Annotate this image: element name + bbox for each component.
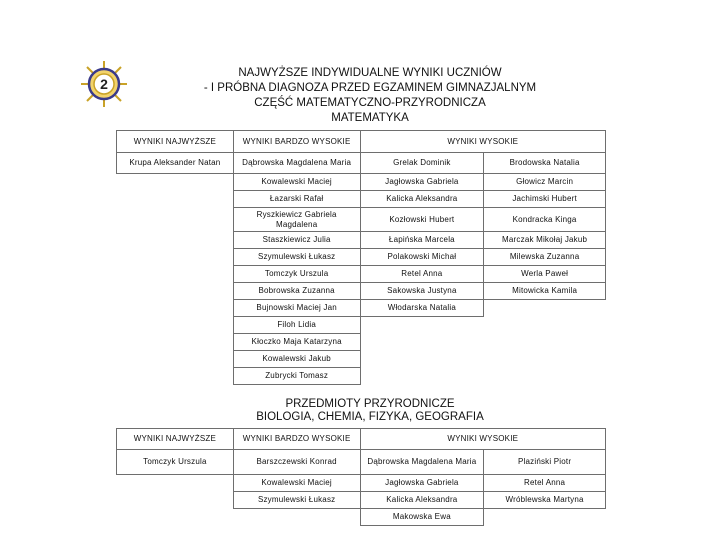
table-row	[117, 191, 606, 208]
table-cell: Kłoczko Maja Katarzyna	[233, 334, 360, 351]
table-cell: Retel Anna	[484, 475, 606, 492]
table-cell: Makowska Ewa	[360, 509, 484, 526]
table-cell: Tomczyk Urszula	[233, 266, 360, 283]
table-cell: Dąbrowska Magdalena Maria	[233, 153, 360, 174]
table-cell: Kondracka Kinga	[484, 208, 606, 232]
table-cell: Staszkiewicz Julia	[233, 232, 360, 249]
logo-number: 2	[100, 76, 108, 92]
table-row	[117, 249, 606, 266]
header-high: WYNIKI WYSOKIE	[360, 429, 605, 450]
table-row	[117, 475, 606, 492]
science-section-title	[190, 398, 550, 424]
title-line: NAJWYŻSZE INDYWIDUALNE WYNIKI UCZNIÓW	[238, 67, 502, 79]
title-line: CZĘŚĆ MATEMATYCZNO-PRZYRODNICZA	[254, 97, 486, 109]
table-header-row	[117, 131, 606, 153]
header-highest: WYNIKI NAJWYŻSZE	[117, 429, 234, 450]
table-cell: Jachimski Hubert	[484, 191, 606, 208]
title-line: MATEMATYKA	[331, 112, 409, 124]
title-line: - I PRÓBNA DIAGNOZA PRZED EGZAMINEM GIMNAZJALNYM	[203, 82, 537, 94]
table-row	[117, 450, 606, 475]
table-row	[117, 351, 606, 368]
table-cell: Bujnowski Maciej Jan	[233, 300, 360, 317]
header-very-high: WYNIKI BARDZO WYSOKIE	[233, 131, 360, 153]
header-highest: WYNIKI NAJWYŻSZE	[117, 131, 234, 153]
table-row	[117, 232, 606, 249]
table-cell: Wróblewska Martyna	[484, 492, 606, 509]
table-cell: Szymulewski Łukasz	[233, 492, 360, 509]
section-title-line: PRZEDMIOTY PRZYRODNICZE	[285, 398, 455, 410]
table-cell: Tomczyk Urszula	[117, 450, 234, 475]
table-row	[117, 153, 606, 174]
table-cell: Ryszkiewicz Gabriela Magdalena	[233, 208, 360, 232]
header-high: WYNIKI WYSOKIE	[360, 131, 605, 153]
section-title-line: BIOLOGIA, CHEMIA, FIZYKA, GEOGRAFIA	[256, 411, 484, 423]
table-row	[117, 283, 606, 300]
table-cell: Werla Paweł	[484, 266, 606, 283]
table-cell: Kowalewski Maciej	[233, 475, 360, 492]
table-cell: Zubrycki Tomasz	[233, 368, 360, 385]
table-cell: Mitowicka Kamila	[484, 283, 606, 300]
table-cell: Barszczewski Konrad	[233, 450, 360, 475]
table-cell: Sakowska Justyna	[360, 283, 484, 300]
table-cell: Szymulewski Łukasz	[233, 249, 360, 266]
science-results-table	[116, 428, 606, 526]
table-row	[117, 368, 606, 385]
table-cell: Łapińska Marcela	[360, 232, 484, 249]
table-cell: Marczak Mikołaj Jakub	[484, 232, 606, 249]
math-results-table	[116, 130, 606, 385]
table-row	[117, 509, 606, 526]
table-cell: Filoh Lidia	[233, 317, 360, 334]
table-cell: Bobrowska Zuzanna	[233, 283, 360, 300]
school-logo	[80, 60, 128, 108]
table-cell: Włodarska Natalia	[360, 300, 484, 317]
table-cell: Retel Anna	[360, 266, 484, 283]
table-row	[117, 317, 606, 334]
table-cell: Dąbrowska Magdalena Maria	[360, 450, 484, 475]
table-cell: Kowalewski Jakub	[233, 351, 360, 368]
table-cell: Plaziński Piotr	[484, 450, 606, 475]
table-cell: Brodowska Natalia	[484, 153, 606, 174]
header-very-high: WYNIKI BARDZO WYSOKIE	[233, 429, 360, 450]
table-cell: Jagłowska Gabriela	[360, 475, 484, 492]
table-cell: Grelak Dominik	[360, 153, 484, 174]
table-cell: Kalicka Aleksandra	[360, 191, 484, 208]
table-cell: Łazarski Rafał	[233, 191, 360, 208]
table-cell: Głowicz Marcin	[484, 174, 606, 191]
table-row	[117, 334, 606, 351]
table-cell: Kozłowski Hubert	[360, 208, 484, 232]
page-title	[190, 66, 550, 126]
table-cell: Polakowski Michał	[360, 249, 484, 266]
table-row	[117, 174, 606, 191]
table-row	[117, 492, 606, 509]
table-header-row	[117, 429, 606, 450]
table-cell: Krupa Aleksander Natan	[117, 153, 234, 174]
table-cell: Kalicka Aleksandra	[360, 492, 484, 509]
table-cell: Kowalewski Maciej	[233, 174, 360, 191]
table-cell: Milewska Zuzanna	[484, 249, 606, 266]
table-row	[117, 208, 606, 232]
table-row	[117, 300, 606, 317]
table-row	[117, 266, 606, 283]
table-cell: Jagłowska Gabriela	[360, 174, 484, 191]
